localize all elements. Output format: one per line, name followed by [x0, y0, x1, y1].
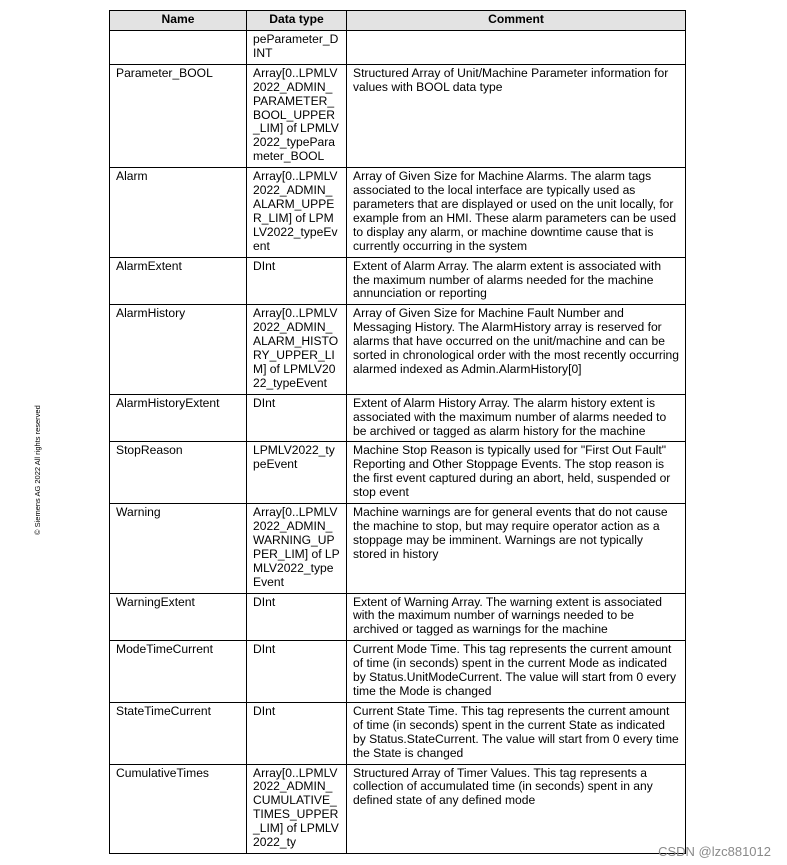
table-row — [110, 593, 686, 641]
cell-name: Alarm — [110, 168, 247, 257]
cell-data-type: peParameter_DINT — [247, 31, 347, 65]
table-row — [110, 64, 686, 167]
cell-comment: Current State Time. This tag represents the current amount of time (in seconds) spent in the current State as indicated by Status.StateCurrent. The value will start from 0 every time the State is changed — [347, 702, 686, 764]
copyright-notice: © Siemens AG 2022 All rights reserved — [33, 405, 42, 535]
cell-comment: Array of Given Size for Machine Fault Number and Messaging History. The AlarmHistory array is reserved for alarms that have occurred on the unit/machine and can be sorted in chronological order with the most recently occurring alarmed indexed as Admin.AlarmHistory[0] — [347, 305, 686, 394]
cell-name: Parameter_BOOL — [110, 64, 247, 167]
cell-data-type: DInt — [247, 394, 347, 442]
cell-data-type: DInt — [247, 593, 347, 641]
table-row — [110, 305, 686, 394]
header-name: Name — [110, 11, 247, 31]
cell-data-type: DInt — [247, 702, 347, 764]
cell-name — [110, 31, 247, 65]
table-row — [110, 504, 686, 593]
cell-comment: Extent of Alarm History Array. The alarm history extent is associated with the maximum number of alarms needed to be archived or tagged as alarm history for the machine — [347, 394, 686, 442]
cell-data-type: Array[0..LPMLV2022_ADMIN_PARAMETER_BOOL_UPPER_LIM] of LPMLV2022_typeParameter_BOOL — [247, 64, 347, 167]
table-row — [110, 257, 686, 305]
cell-comment: Array of Given Size for Machine Alarms. The alarm tags associated to the local interface are typically used as parameters that are displayed or used on the unit locally, for example from an HMI. These alarm parameters can be used to display any alarm, or machine downtime cause that is currently occurring in the system — [347, 168, 686, 257]
cell-name: StopReason — [110, 442, 247, 504]
cell-comment: Current Mode Time. This tag represents the current amount of time (in seconds) spent in the current Mode as indicated by Status.UnitModeCurrent. The value will start from 0 every time the Mode is changed — [347, 641, 686, 703]
cell-data-type: DInt — [247, 257, 347, 305]
cell-comment: Structured Array of Unit/Machine Parameter information for values with BOOL data type — [347, 64, 686, 167]
cell-comment — [347, 31, 686, 65]
cell-name: WarningExtent — [110, 593, 247, 641]
cell-data-type: DInt — [247, 641, 347, 703]
cell-data-type: Array[0..LPMLV2022_ADMIN_WARNING_UPPER_LIM] of LPMLV2022_typeEvent — [247, 504, 347, 593]
table-header-row — [110, 11, 686, 31]
table-row — [110, 702, 686, 764]
table-row — [110, 764, 686, 853]
cell-name: StateTimeCurrent — [110, 702, 247, 764]
csdn-watermark: CSDN @lzc881012 — [658, 844, 771, 859]
table-row — [110, 442, 686, 504]
cell-name: AlarmHistoryExtent — [110, 394, 247, 442]
table-row — [110, 168, 686, 257]
table-row — [110, 31, 686, 65]
cell-comment: Extent of Warning Array. The warning extent is associated with the maximum number of warnings needed to be archived or tagged as warnings for the machine — [347, 593, 686, 641]
cell-comment: Extent of Alarm Array. The alarm extent is associated with the maximum number of alarms needed for the machine annunciation or reporting — [347, 257, 686, 305]
header-comment: Comment — [347, 11, 686, 31]
table-row — [110, 641, 686, 703]
cell-comment: Machine warnings are for general events that do not cause the machine to stop, but may require operator action as a stoppage may be imminent. Warnings are not typically stored in history — [347, 504, 686, 593]
cell-comment: Machine Stop Reason is typically used for "First Out Fault" Reporting and Other Stoppage Events. The stop reason is the first event captured during an abort, held, suspended or stop event — [347, 442, 686, 504]
cell-comment: Structured Array of Timer Values. This tag represents a collection of accumulated time (in seconds) spent in any defined state of any defined mode — [347, 764, 686, 853]
cell-name: CumulativeTimes — [110, 764, 247, 853]
data-type-table — [109, 10, 686, 854]
cell-name: ModeTimeCurrent — [110, 641, 247, 703]
cell-data-type: Array[0..LPMLV2022_ADMIN_CUMULATIVE_TIMES_UPPER_LIM] of LPMLV2022_ty — [247, 764, 347, 853]
cell-name: Warning — [110, 504, 247, 593]
cell-data-type: LPMLV2022_typeEvent — [247, 442, 347, 504]
cell-data-type: Array[0..LPMLV2022_ADMIN_ALARM_UPPER_LIM] of LPMLV2022_typeEvent — [247, 168, 347, 257]
cell-name: AlarmExtent — [110, 257, 247, 305]
cell-name: AlarmHistory — [110, 305, 247, 394]
table-row — [110, 394, 686, 442]
header-data-type: Data type — [247, 11, 347, 31]
cell-data-type: Array[0..LPMLV2022_ADMIN_ALARM_HISTORY_UPPER_LIM] of LPMLV2022_typeEvent — [247, 305, 347, 394]
